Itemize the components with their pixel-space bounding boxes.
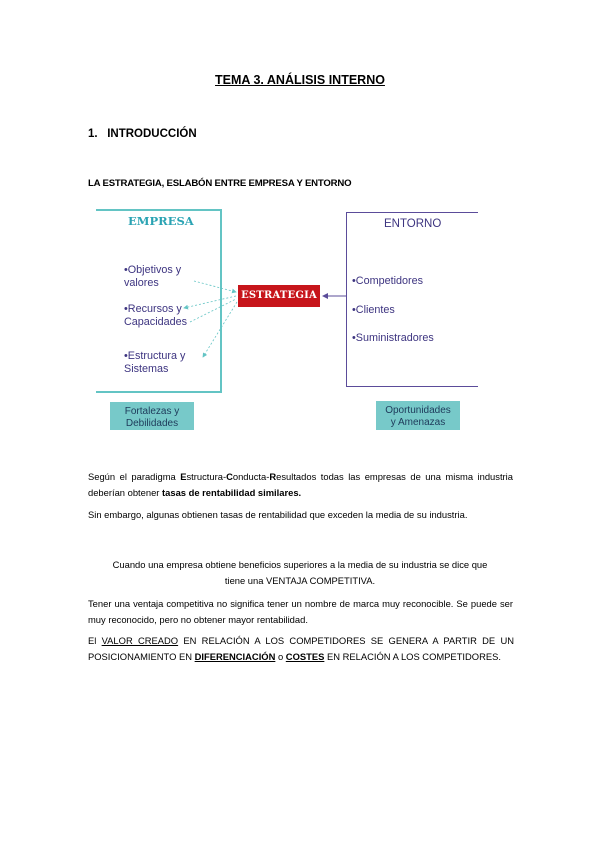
arrow-recursos (184, 296, 236, 308)
oportunidades-amenazas-tag (376, 401, 460, 430)
empresa-item-line: valores (124, 277, 159, 289)
paragraph-valor-creado: El VALOR CREADO EN RELACIÓN A LOS COMPETIDORES SE GENERA A PARTIR DE UN POSICIONAMIENTO EN DIFERENCIACIÓN o COSTES EN RELACIÓN A LOS COMPETIDORES. (88, 635, 514, 662)
entorno-title: ENTORNO (384, 218, 442, 230)
page-title: TEMA 3. ANÁLISIS INTERNO (215, 73, 385, 87)
entorno-item-competidores: •Competidores (352, 275, 423, 287)
empresa-item-line: •Recursos y (124, 303, 182, 315)
paragraph-line: Cuando una empresa obtiene beneficios superiores a la media de su industria se dice que (112, 559, 488, 570)
fortalezas-debilidades-tag (110, 402, 194, 430)
tag-line: Debilidades (125, 418, 179, 429)
empresa-item-line: Sistemas (124, 363, 169, 375)
section-title: INTRODUCCIÓN (107, 128, 197, 140)
paragraph-paradigma: Según el paradigma Estructura-Conducta-Resultados todas las empresas de una misma industria deberían obtener tasas de rentabilidad similares. (88, 471, 513, 498)
paragraph-line: tiene una VENTAJA COMPETITIVA. (224, 574, 376, 586)
empresa-title: EMPRESA (128, 214, 194, 228)
paragraph-sin-embargo: Sin embargo, algunas obtienen tasas de rentabilidad que exceden la media de su industria. (88, 509, 468, 520)
arrow-recursos-return (190, 299, 236, 322)
empresa-item-line: •Objetivos y (124, 264, 182, 276)
paragraph-marca: Tener una ventaja competitiva no significa tener un nombre de marca muy reconocible. Se puede ser muy reconocido, pero no obtener mayor rentabilidad. (88, 598, 513, 625)
estrategia-box: ESTRATEGIA (238, 285, 320, 307)
empresa-item-line: •Estructura y (124, 350, 186, 362)
section-number: 1. (88, 128, 98, 140)
diagram-subtitle: LA ESTRATEGIA, ESLABÓN ENTRE EMPRESA Y ENTORNO (88, 178, 352, 189)
entorno-item-clientes: •Clientes (352, 304, 395, 316)
tag-line: y Amenazas (390, 417, 446, 428)
entorno-item-suministradores: •Suministradores (352, 332, 434, 344)
paragraph-ventaja-competitiva (80, 557, 520, 588)
arrow-objetivos (194, 281, 236, 292)
tag-line: Oportunidades (385, 405, 451, 416)
tag-line: Fortalezas y (124, 406, 180, 417)
empresa-item-line: Capacidades (124, 316, 188, 328)
arrow-estructura (203, 302, 237, 357)
